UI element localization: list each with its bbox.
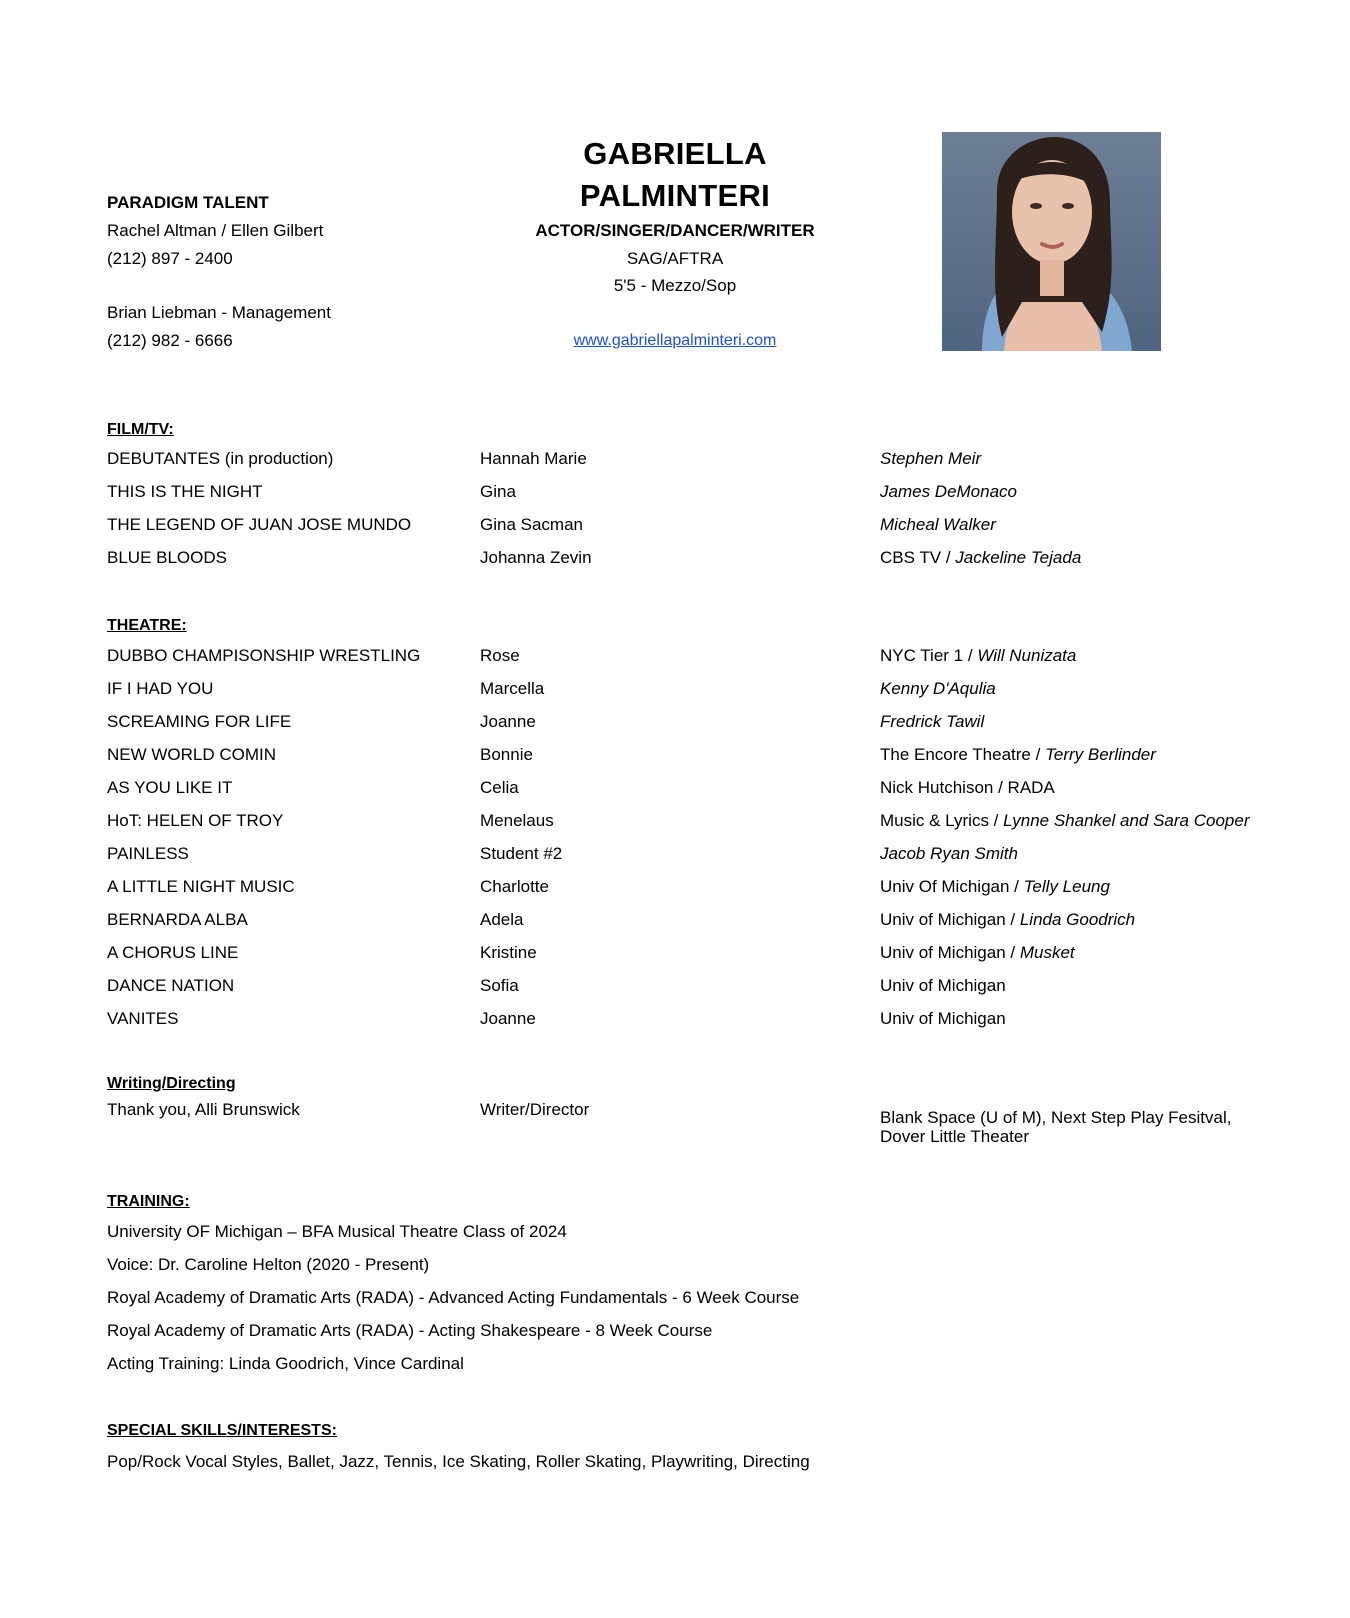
manager-phone: (212) 982 - 6666	[107, 331, 233, 350]
film-tv-row	[0, 514, 1350, 536]
theatre-role: Joanne	[480, 712, 536, 731]
theatre-credit-director: Kenny D'Aqulia	[880, 679, 996, 698]
theatre-project: SCREAMING FOR LIFE	[107, 712, 292, 731]
theatre-project: DUBBO CHAMPISONSHIP WRESTLING	[107, 646, 421, 665]
theatre-role: Joanne	[480, 1009, 536, 1028]
stats: 5'5 - Mezzo/Sop	[613, 276, 737, 295]
training-item: University OF Michigan – BFA Musical Theatre Class of 2024	[107, 1222, 567, 1241]
film-tv-row	[0, 481, 1350, 503]
agency-name: PARADIGM TALENT	[107, 193, 269, 212]
film-tv-role: Hannah Marie	[480, 449, 587, 468]
theatre-role: Celia	[480, 778, 519, 797]
film-tv-credit-director: Jackeline Tejada	[955, 548, 1082, 567]
training-item: Voice: Dr. Caroline Helton (2020 - Present)	[107, 1255, 430, 1274]
theatre-credit-company: Univ of Michigan	[880, 1009, 1006, 1028]
theatre-credit-company: Univ of Michigan /	[880, 943, 1020, 962]
film-tv-role: Gina	[480, 482, 516, 501]
film-tv-project: BLUE BLOODS	[107, 548, 227, 567]
theatre-role: Student #2	[480, 844, 563, 863]
theatre-credit	[880, 744, 1156, 766]
theatre-credit	[880, 645, 1076, 667]
training-item: Royal Academy of Dramatic Arts (RADA) - Advanced Acting Fundamentals - 6 Week Course	[107, 1288, 800, 1307]
theatre-row	[0, 909, 1350, 931]
manager: Brian Liebman - Management	[107, 303, 331, 322]
theatre-role: Bonnie	[480, 745, 533, 764]
theatre-credit-company: NYC Tier 1 /	[880, 646, 978, 665]
film-tv-credit-director: Micheal Walker	[880, 515, 996, 534]
theatre-project: A CHORUS LINE	[107, 943, 239, 962]
training-heading: TRAINING:	[107, 1193, 190, 1210]
theatre-role: Adela	[480, 910, 524, 929]
theatre-credit-director: Linda Goodrich	[1019, 910, 1136, 929]
theatre-credit	[880, 678, 996, 700]
theatre-credit	[880, 711, 984, 733]
film-tv-credit-director: James DeMonaco	[880, 482, 1018, 501]
film-tv-project: THE LEGEND OF JUAN JOSE MUNDO	[107, 515, 412, 534]
theatre-project: A LITTLE NIGHT MUSIC	[107, 877, 295, 896]
performer-title: ACTOR/SINGER/DANCER/WRITER	[535, 221, 815, 240]
first-name: GABRIELLA	[583, 136, 767, 171]
film-tv-credit	[880, 481, 1017, 503]
writing-role: Writer/Director	[480, 1100, 590, 1119]
theatre-role: Rose	[480, 646, 520, 665]
theatre-row	[0, 975, 1350, 997]
union: SAG/AFTRA	[626, 249, 724, 268]
theatre-role: Sofia	[480, 976, 519, 995]
theatre-row	[0, 810, 1350, 832]
website-link[interactable]: www.gabriellapalminteri.com	[573, 332, 777, 349]
theatre-credit	[880, 909, 1135, 931]
theatre-row	[0, 678, 1350, 700]
film-tv-credit-director: Stephen Meir	[880, 449, 982, 468]
theatre-credit-company: The Encore Theatre /	[880, 745, 1046, 764]
theatre-project: NEW WORLD COMIN	[107, 745, 277, 764]
film-tv-role: Johanna Zevin	[480, 548, 592, 567]
theatre-project: AS YOU LIKE IT	[107, 778, 233, 797]
theatre-credit-director: Terry Berlinder	[1045, 745, 1156, 764]
training-item: Royal Academy of Dramatic Arts (RADA) - Acting Shakespeare - 8 Week Course	[107, 1321, 713, 1340]
theatre-credit-director: Telly Leung	[1023, 877, 1110, 896]
theatre-row	[0, 645, 1350, 667]
film-tv-role: Gina Sacman	[480, 515, 583, 534]
writing-venues-line1: Blank Space (U of M), Next Step Play Fesitval,	[880, 1108, 1232, 1127]
theatre-project: BERNARDA ALBA	[107, 910, 248, 929]
theatre-row	[0, 876, 1350, 898]
theatre-credit-director: Jacob Ryan Smith	[880, 844, 1018, 863]
theatre-row	[0, 843, 1350, 865]
theatre-row	[0, 1008, 1350, 1030]
theatre-credit	[880, 1008, 1006, 1030]
theatre-role: Charlotte	[480, 877, 549, 896]
skills-heading: SPECIAL SKILLS/INTERESTS:	[107, 1422, 337, 1439]
agency-phone: (212) 897 - 2400	[107, 249, 233, 268]
film-tv-row	[0, 448, 1350, 470]
film-tv-heading: FILM/TV:	[107, 421, 174, 438]
last-name: PALMINTERI	[579, 178, 771, 213]
theatre-credit-director: Will Nunizata	[977, 646, 1077, 665]
theatre-credit-company: Univ Of Michigan /	[880, 877, 1024, 896]
theatre-project: PAINLESS	[107, 844, 189, 863]
theatre-credit	[880, 777, 1055, 799]
theatre-credit-director: Lynne Shankel and Sara Cooper	[1003, 811, 1250, 830]
theatre-credit-director: Fredrick Tawil	[880, 712, 985, 731]
theatre-row	[0, 711, 1350, 733]
theatre-role: Marcella	[480, 679, 545, 698]
theatre-credit	[880, 975, 1006, 997]
writing-heading: Writing/Directing	[107, 1075, 236, 1092]
theatre-credit-company: Univ of Michigan	[880, 976, 1006, 995]
film-tv-row	[0, 547, 1350, 569]
writing-project: Thank you, Alli Brunswick	[107, 1100, 300, 1119]
theatre-heading: THEATRE:	[107, 617, 187, 634]
theatre-credit	[880, 843, 1018, 865]
film-tv-credit	[880, 547, 1081, 569]
training-item: Acting Training: Linda Goodrich, Vince Cardinal	[107, 1354, 464, 1373]
skills-text: Pop/Rock Vocal Styles, Ballet, Jazz, Tennis, Ice Skating, Roller Skating, Playwriting, Directing	[107, 1452, 810, 1471]
agents: Rachel Altman / Ellen Gilbert	[107, 221, 324, 240]
writing-venues-line2: Dover Little Theater	[880, 1127, 1029, 1146]
theatre-credit-company: Nick Hutchison / RADA	[880, 778, 1055, 797]
theatre-row	[0, 777, 1350, 799]
film-tv-project: THIS IS THE NIGHT	[107, 482, 263, 501]
theatre-row	[0, 942, 1350, 964]
theatre-credit	[880, 942, 1075, 964]
theatre-credit	[880, 876, 1110, 898]
theatre-role: Menelaus	[480, 811, 554, 830]
theatre-credit-company: Music & Lyrics /	[880, 811, 1004, 830]
theatre-project: HoT: HELEN OF TROY	[107, 811, 284, 830]
theatre-credit-company: Univ of Michigan /	[880, 910, 1020, 929]
theatre-row	[0, 744, 1350, 766]
film-tv-credit	[880, 514, 996, 536]
theatre-project: IF I HAD YOU	[107, 679, 214, 698]
film-tv-credit	[880, 448, 981, 470]
theatre-project: VANITES	[107, 1009, 179, 1028]
headshot-photo	[942, 132, 1161, 351]
film-tv-credit-company: CBS TV /	[880, 548, 956, 567]
film-tv-project: DEBUTANTES (in production)	[107, 449, 334, 468]
theatre-credit-director: Musket	[1019, 943, 1075, 962]
theatre-role: Kristine	[480, 943, 537, 962]
theatre-credit	[880, 810, 1249, 832]
theatre-project: DANCE NATION	[107, 976, 235, 995]
